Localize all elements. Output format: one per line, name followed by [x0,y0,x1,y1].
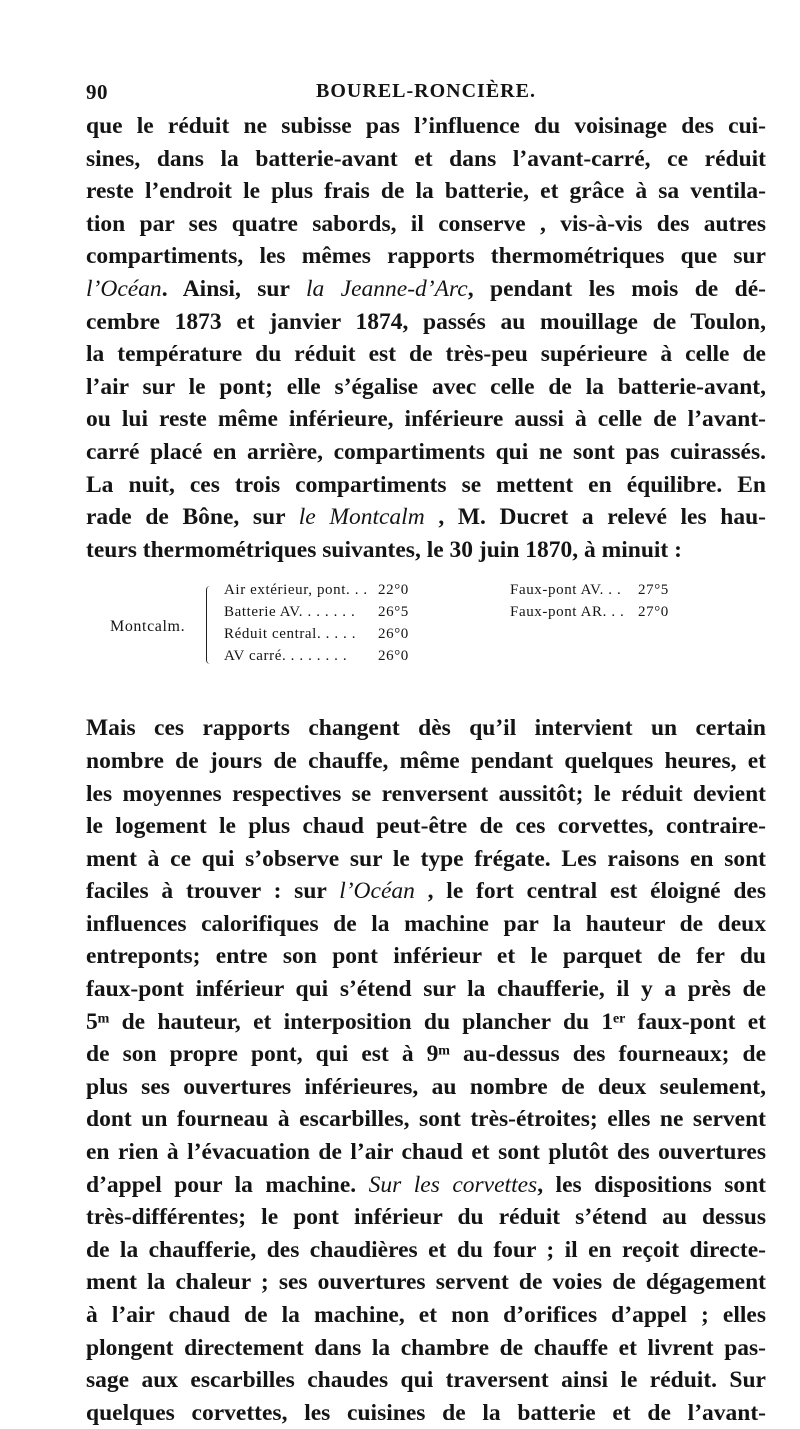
text-segment: tion par ses quatre sabords, il conserve , vis-à-vis des autres [86,210,766,237]
text-line [86,973,766,1006]
text-segment: en rien à l’évacuation de l’air chaud et sont plutôt des ouvertures [86,1139,766,1166]
text-line [86,1201,766,1234]
text-line [86,1332,766,1365]
table-brace [206,586,213,664]
text-segment: de la chaufferie, des chaudières et du four ; il en reçoit directe- [86,1236,766,1263]
row-label: AV carré. . . . . . . . [224,648,348,665]
table-ship-label: Montcalm. [110,618,186,636]
row-label: Batterie AV. . . . . . . [224,604,356,621]
text-segment: rade de Bône, sur [86,504,299,531]
text-segment: . Ainsi, sur [161,275,306,302]
text-line [86,240,766,273]
text-segment: carré placé en arrière, compartiments qui ne sont pas cuirassés. [86,438,766,465]
text-line [86,843,766,876]
running-title: BOUREL-RONCIÈRE. [316,80,536,102]
text-line [86,1136,766,1169]
text-line [86,1299,766,1332]
temperature-table [86,580,766,692]
text-line [86,110,766,143]
book-page [86,72,766,1429]
row-value: 26°5 [378,604,409,621]
text-segment: d’appel pour la machine. [86,1171,369,1198]
row-label: Réduit central. . . . . [224,626,357,643]
text-line [86,1071,766,1104]
text-line [86,208,766,241]
text-line [86,469,766,502]
italic-title: l’Océan [86,275,162,302]
text-segment: 5ᵐ de hauteur, et interposition du plancher du 1ᵉʳ faux-pont et [86,1008,766,1035]
text-line [86,371,766,404]
row-label: Air extérieur, pont. . . [224,582,368,599]
page-number: 90 [86,80,108,104]
text-segment: sines, dans la batterie-avant et dans l’avant-carré, ce réduit [86,145,766,172]
row-value: 26°0 [378,626,409,643]
text-segment: influences calorifiques de la machine par la hauteur de deux [86,910,766,937]
text-segment: les moyennes respectives se renversent aussitôt; le réduit devient [86,780,766,807]
italic-title: la Jeanne-d’Arc [305,275,468,302]
text-segment: très-différentes; le pont inférieur du réduit s’étend au dessus [86,1204,766,1231]
text-line [86,1234,766,1267]
text-segment: nombre de jours de chauffe, même pendant quelques heures, et [86,747,766,774]
text-line [86,175,766,208]
row-label: Faux-pont AR. . . [510,604,625,621]
text-segment: de son propre pont, qui est à 9ᵐ au-dessus des fourneaux; de [86,1041,766,1068]
text-segment: la température du réduit est de très-peu supérieure à celle de [86,341,766,368]
text-line [86,436,766,469]
text-segment: à l’air chaud de la machine, et non d’orifices d’appel ; elles [86,1302,766,1328]
text-segment: sage aux escarbilles chaudes qui traversent ainsi le réduit. Sur [86,1367,766,1394]
text-segment: ment à ce qui s’observe sur le type frégate. Les raisons en sont [86,845,766,872]
text-segment: compartiments, les mêmes rapports thermométriques que sur [86,243,766,270]
text-segment: , M. Ducret a relevé les hau- [424,504,766,531]
text-line [86,403,766,436]
text-line [86,273,766,306]
paragraph-2 [86,712,766,1429]
text-segment: ou lui reste même inférieure, inférieure aussi à celle de l’avant- [86,406,766,433]
text-line [86,1397,766,1429]
text-line [86,745,766,778]
row-value: 26°0 [378,648,409,665]
text-segment: l’air sur le pont; elle s’égalise avec celle de la batterie-avant, [86,373,766,400]
text-segment: faciles à trouver : sur [86,878,340,905]
text-line [86,940,766,973]
italic-title: l’Océan [339,878,415,905]
text-segment: La nuit, ces trois compartiments se mettent en équilibre. En [86,471,766,498]
text-segment: faux-pont inférieur qui s’étend sur la chaufferie, il y a près de [86,976,766,1003]
row-label: Faux-pont AV. . . [510,582,622,599]
text-line [86,810,766,843]
text-segment: , le fort central est éloigné des [414,878,767,905]
text-segment: , les dispositions sont [537,1171,766,1198]
text-segment: plongent directement dans la chambre de chauffe et livrent pas- [86,1334,766,1361]
text-line [86,1038,766,1071]
text-line [86,338,766,371]
text-segment: dont un fourneau à escarbilles, sont très-étroites; elles ne servent [86,1106,766,1133]
text-line [86,908,766,941]
text-line [86,534,766,567]
text-line [86,1103,766,1136]
text-segment: ment la chaleur ; ses ouvertures servent de voies de dégagement [86,1269,766,1296]
text-segment: le logement le plus chaud peut-être de ces corvettes, contraire- [86,813,766,840]
paragraph-1 [86,110,766,566]
text-segment: quelques corvettes, les cuisines de la batterie et de l’avant- [86,1399,766,1426]
text-segment: que le réduit ne subisse pas l’influence du voisinage des cui- [86,113,766,139]
text-segment: , pendant les mois de dé- [467,275,767,302]
text-line [86,1006,766,1039]
row-value: 22°0 [378,582,409,599]
text-line [86,501,766,534]
text-segment: teurs thermométriques suivantes, le 30 juin 1870, à minuit : [86,536,682,563]
row-value: 27°0 [638,604,669,621]
text-segment: cembre 1873 et janvier 1874, passés au mouillage de Toulon, [86,308,766,335]
text-segment: Mais ces rapports changent dès qu’il intervient un certain [86,715,766,742]
text-line [86,875,766,908]
text-line [86,306,766,339]
italic-title: le Montcalm [298,504,425,531]
running-head [86,72,766,102]
text-line [86,1266,766,1299]
text-line [86,778,766,811]
text-segment: plus ses ouvertures inférieures, au nombre de deux seulement, [86,1073,766,1100]
text-segment: entreponts; entre son pont inférieur et le parquet de fer du [86,943,766,970]
text-line [86,143,766,176]
text-line [86,712,766,745]
italic-title: Sur les corvettes [368,1171,538,1198]
text-line [86,1169,766,1202]
text-line [86,1364,766,1397]
row-value: 27°5 [638,582,669,599]
text-segment: reste l’endroit le plus frais de la batterie, et grâce à sa ventila- [86,178,766,205]
